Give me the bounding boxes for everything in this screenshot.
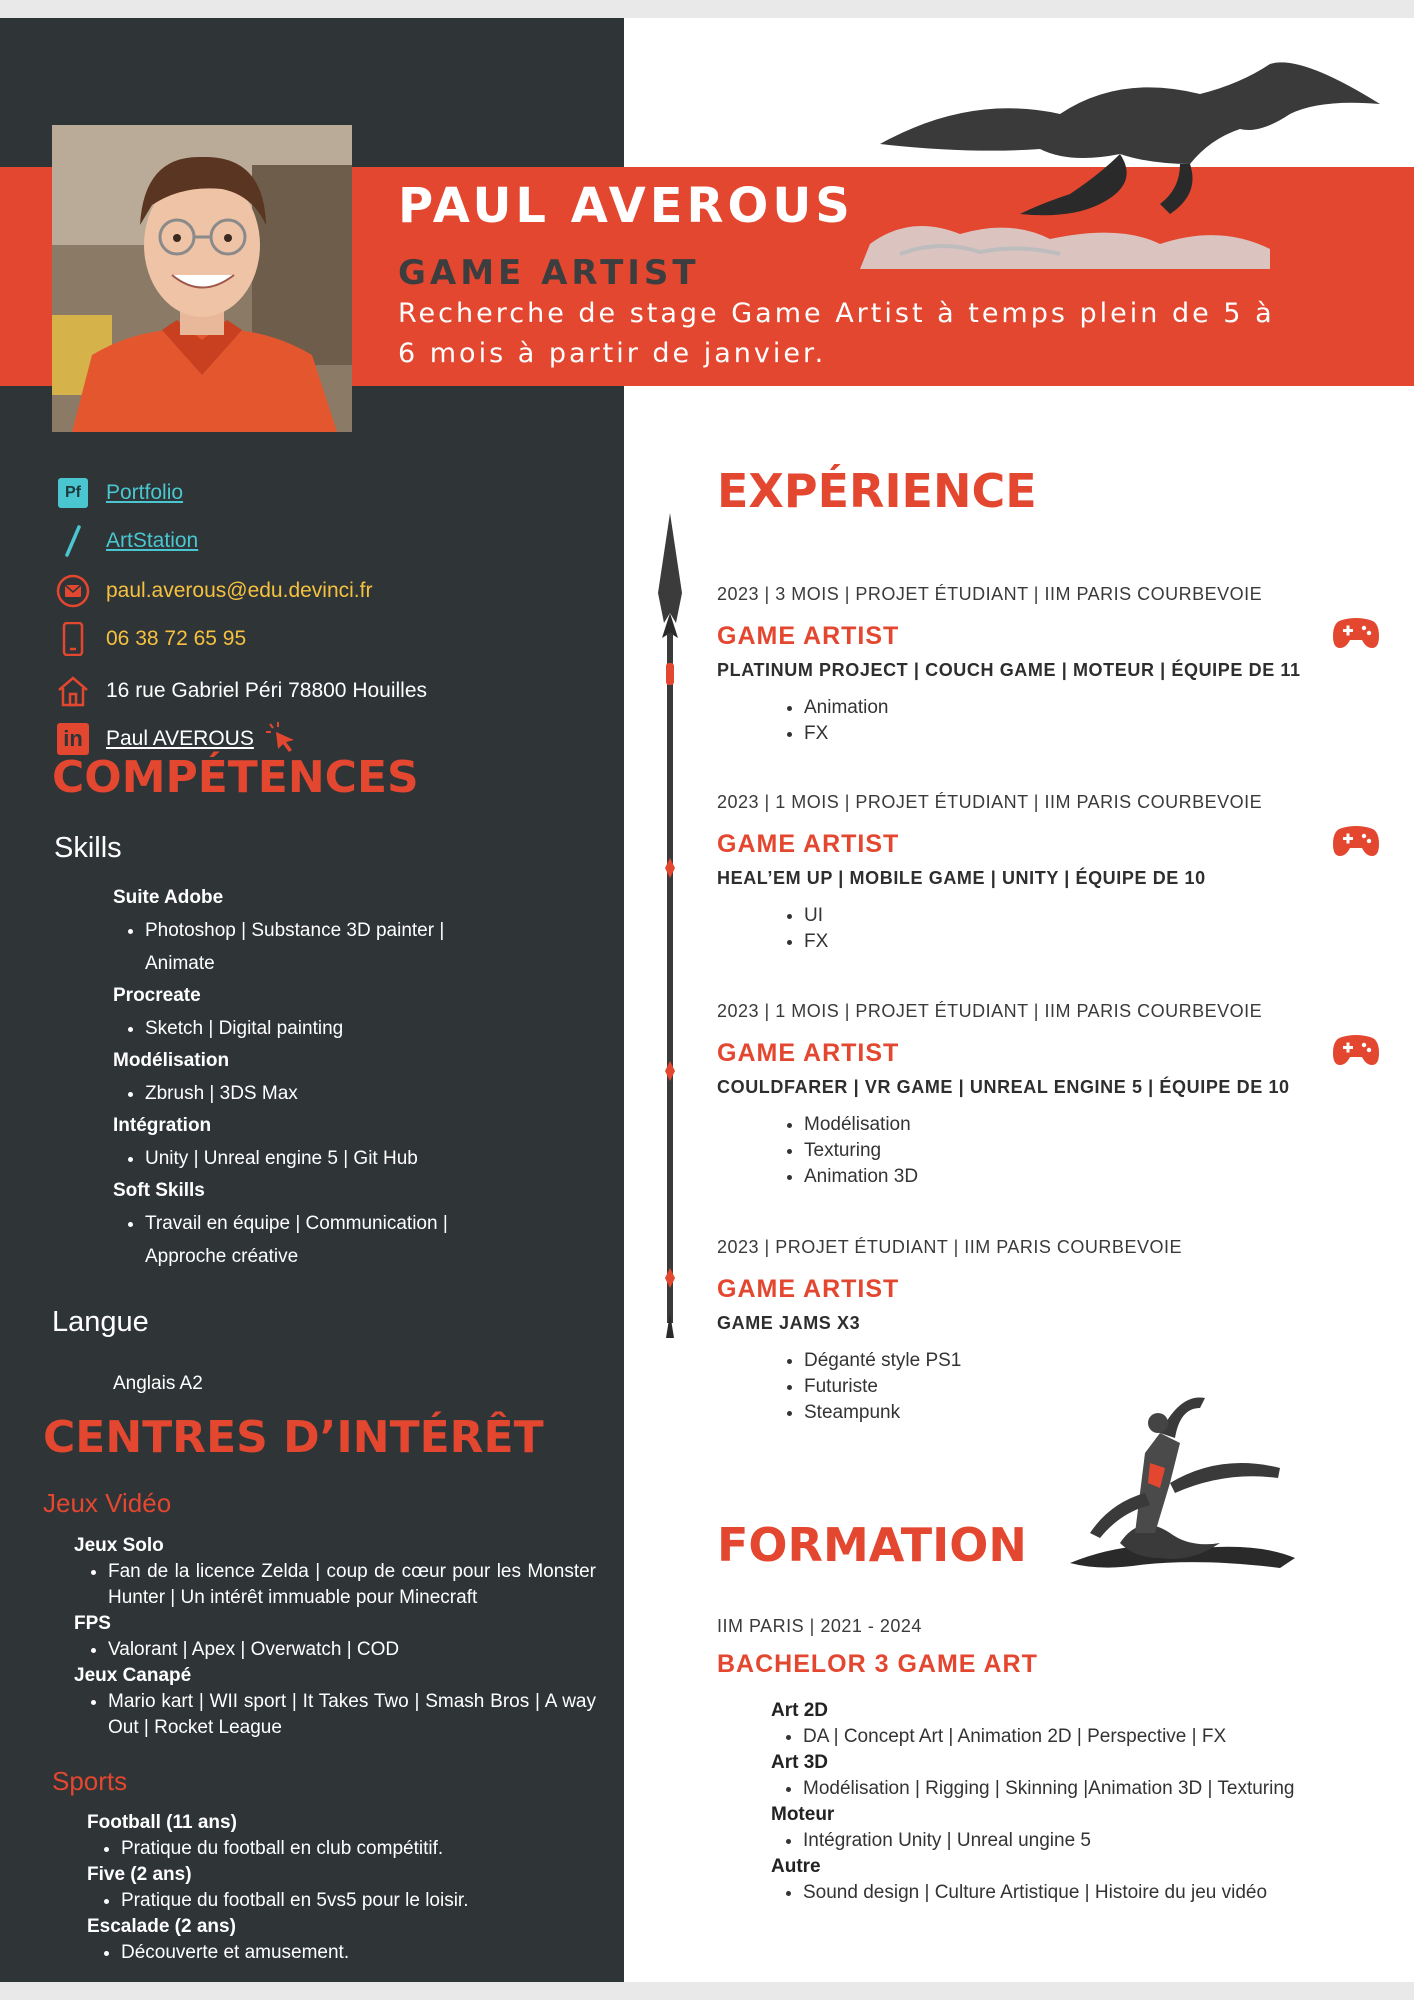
skill-category: Intégration (113, 1115, 212, 1136)
interest-category: FPS (74, 1613, 111, 1634)
formation-category: Moteur (771, 1804, 835, 1825)
portfolio-icon: Pf (56, 476, 90, 510)
gamepad-icon (1332, 616, 1380, 650)
interest-item: • Pratique du football en 5vs5 pour le loisir. (121, 1888, 607, 1914)
interest-category: Football (11 ans) (87, 1812, 237, 1833)
skill-items (113, 1077, 483, 1110)
experience-item (717, 579, 1357, 747)
job-meta: 2023 | PROJET ÉTUDIANT | IIM PARIS COURBEVOIE (717, 1237, 1182, 1257)
skill-item: • Photoshop | Substance 3D painter | Animate (145, 914, 483, 980)
resume-page (0, 18, 1414, 1982)
linkedin-link[interactable]: Paul AVEROUS (106, 727, 254, 750)
interest-item: • Mario kart | WII sport | It Takes Two | Smash Bros | A way Out | Rocket League (108, 1689, 596, 1741)
formation-item: • DA | Concept Art | Animation 2D | Perspective | FX (803, 1724, 1371, 1750)
job-project: HEAL’EM UP | MOBILE GAME | UNITY | ÉQUIPE DE 10 (717, 868, 1206, 888)
interest-items (74, 1689, 596, 1741)
skill-item: • Sketch | Digital painting (145, 1012, 483, 1045)
objective-text: Recherche de stage Game Artist à temps plein de 5 à 6 mois à partir de janvier. (398, 298, 1275, 369)
formation-items (771, 1776, 1371, 1802)
job-task-item: • Texturing (804, 1138, 1357, 1164)
gamepad-icon (1332, 824, 1380, 858)
spear-divider-illustration (640, 513, 700, 1338)
job-project: PLATINUM PROJECT | COUCH GAME | MOTEUR | ÉQUIPE DE 11 (717, 660, 1301, 680)
job-task-item: • Futuriste (804, 1374, 1357, 1400)
job-task-item: • FX (804, 721, 1357, 747)
interest-items (74, 1637, 596, 1663)
formation-items (771, 1880, 1371, 1906)
interest-items (74, 1559, 596, 1611)
job-project: COULDFARER | VR GAME | UNREAL ENGINE 5 | ÉQUIPE DE 10 (717, 1077, 1290, 1097)
artstation-link-row[interactable] (56, 524, 198, 558)
job-role: GAME ARTIST (398, 253, 700, 293)
formation-category: Art 2D (771, 1700, 829, 1721)
interest-item: • Valorant | Apex | Overwatch | COD (108, 1637, 596, 1663)
profile-photo (52, 125, 352, 432)
dragon-illustration (820, 54, 1380, 269)
formation-list (771, 1698, 1371, 1906)
job-title: GAME ARTIST (717, 1039, 900, 1067)
formation-item: • Modélisation | Rigging | Skinning |Animation 3D | Texturing (803, 1776, 1371, 1802)
experience-title: EXPÉRIENCE (717, 464, 1037, 518)
artstation-link[interactable]: ArtStation (106, 529, 199, 552)
sports-list (87, 1810, 607, 1966)
interest-item: • Fan de la licence Zelda | coup de cœur pour les Monster Hunter | Un intérêt immuable pour Minecraft (108, 1559, 596, 1611)
experience-item (717, 996, 1357, 1190)
job-project: GAME JAMS X3 (717, 1313, 861, 1333)
interets-title: CENTRES D’INTÉRÊT (43, 1412, 544, 1463)
skill-items (113, 914, 483, 980)
jeux-video-title: Jeux Vidéo (43, 1488, 172, 1518)
job-title: GAME ARTIST (717, 622, 900, 650)
interest-item: • Pratique du football en club compétitif. (121, 1836, 607, 1862)
formation-item: • Sound design | Culture Artistique | Histoire du jeu vidéo (803, 1880, 1371, 1906)
formation-meta: IIM PARIS | 2021 - 2024 (717, 1616, 922, 1636)
skills-title: Skills (54, 832, 122, 864)
email-row[interactable] (56, 574, 372, 608)
formation-category: Art 3D (771, 1752, 829, 1773)
langue-title: Langue (52, 1306, 149, 1338)
formation-degree: BACHELOR 3 GAME ART (717, 1650, 1038, 1678)
job-task-item: • Steampunk (804, 1400, 1357, 1426)
interest-items (87, 1888, 607, 1914)
sports-title: Sports (52, 1766, 128, 1796)
competences-title: COMPÉTENCES (52, 752, 419, 803)
job-task-item: • UI (804, 903, 1357, 929)
phone-icon (56, 622, 90, 656)
job-tasks (717, 1112, 1357, 1190)
formation-title: FORMATION (717, 1518, 1027, 1572)
skills-list (113, 882, 483, 1273)
experience-item (717, 787, 1357, 955)
job-task-item: • FX (804, 929, 1357, 955)
skill-category: Modélisation (113, 1050, 230, 1071)
skill-items (113, 1207, 483, 1273)
portfolio-link-row[interactable] (56, 476, 183, 510)
interest-category: Jeux Canapé (74, 1665, 192, 1686)
job-task-item: • Animation (804, 695, 1357, 721)
job-tasks (717, 695, 1357, 747)
linkedin-icon: in (56, 722, 90, 756)
job-meta: 2023 | 1 MOIS | PROJET ÉTUDIANT | IIM PARIS COURBEVOIE (717, 792, 1263, 812)
interest-item: • Découverte et amusement. (121, 1940, 607, 1966)
formation-category: Autre (771, 1856, 821, 1877)
portfolio-link[interactable]: Portfolio (106, 481, 184, 504)
job-tasks (717, 903, 1357, 955)
full-name: PAUL AVEROUS (398, 178, 854, 234)
skill-category: Soft Skills (113, 1180, 205, 1201)
artstation-icon (56, 524, 90, 558)
email-address[interactable]: paul.averous@edu.devinci.fr (106, 579, 373, 602)
formation-items (771, 1724, 1371, 1750)
skill-item: • Travail en équipe | Communication | Approche créative (145, 1207, 483, 1273)
phone-row[interactable] (56, 622, 246, 656)
formation-item: • Intégration Unity | Unreal ungine 5 (803, 1828, 1371, 1854)
interest-category: Five (2 ans) (87, 1864, 192, 1885)
interest-category: Jeux Solo (74, 1535, 164, 1556)
address-row (56, 674, 427, 708)
gamepad-icon (1332, 1033, 1380, 1067)
interest-items (87, 1836, 607, 1862)
skill-item: • Unity | Unreal engine 5 | Git Hub (145, 1142, 483, 1175)
interest-category: Escalade (2 ans) (87, 1916, 236, 1937)
skill-items (113, 1142, 483, 1175)
skill-items (113, 1012, 483, 1045)
linkedin-row[interactable] (56, 722, 298, 756)
job-task-item: • Animation 3D (804, 1164, 1357, 1190)
langue-value: Anglais A2 (113, 1373, 203, 1394)
formation-items (771, 1828, 1371, 1854)
skill-item: • Zbrush | 3DS Max (145, 1077, 483, 1110)
postal-address: 16 rue Gabriel Péri 78800 Houilles (106, 679, 428, 702)
job-meta: 2023 | 3 MOIS | PROJET ÉTUDIANT | IIM PARIS COURBEVOIE (717, 584, 1263, 604)
job-task-item: • Modélisation (804, 1112, 1357, 1138)
jeux-video-list (74, 1533, 596, 1741)
fighter-illustration (1050, 1393, 1300, 1578)
email-icon (56, 574, 90, 608)
home-icon (56, 674, 90, 708)
phone-number[interactable]: 06 38 72 65 95 (106, 627, 247, 650)
job-meta: 2023 | 1 MOIS | PROJET ÉTUDIANT | IIM PARIS COURBEVOIE (717, 1001, 1263, 1021)
skill-category: Suite Adobe (113, 887, 224, 908)
interest-items (87, 1940, 607, 1966)
skill-category: Procreate (113, 985, 201, 1006)
job-title: GAME ARTIST (717, 830, 900, 858)
job-task-item: • Déganté style PS1 (804, 1348, 1357, 1374)
job-title: GAME ARTIST (717, 1275, 900, 1303)
